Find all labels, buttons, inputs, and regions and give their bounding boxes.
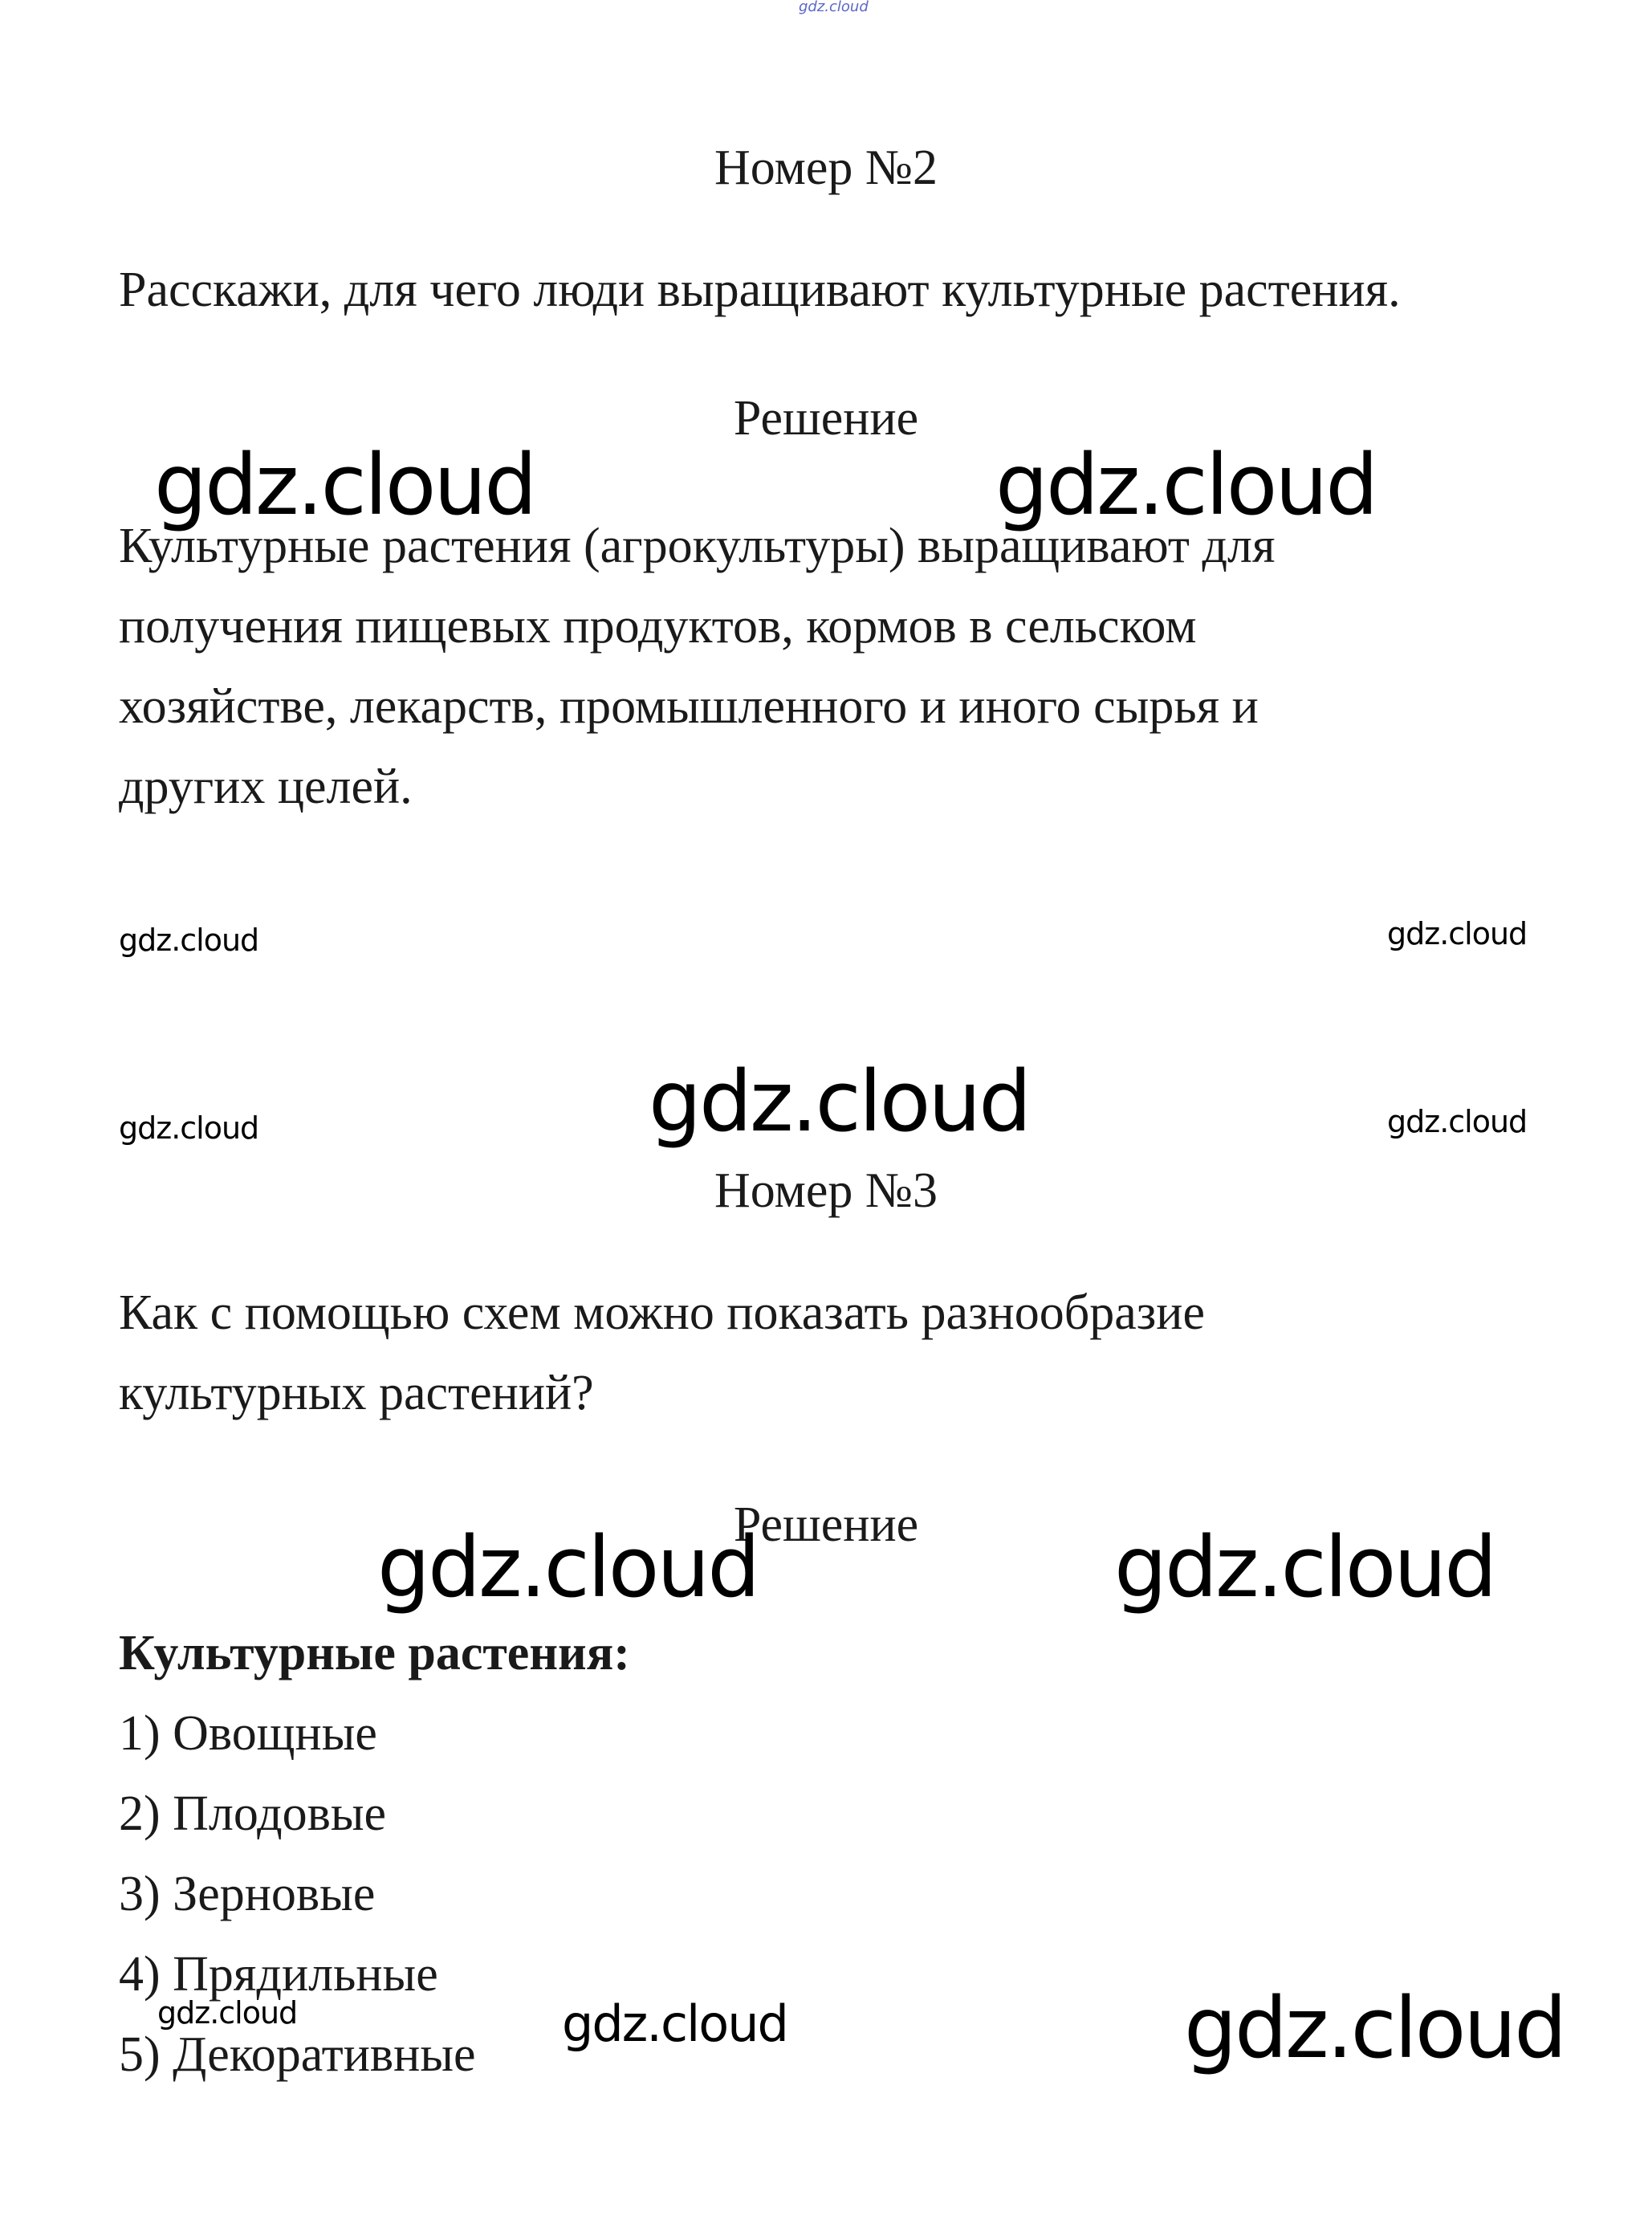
watermark: gdz.cloud (1114, 1518, 1495, 1616)
task3-list-item: 3) Зерновые (119, 1867, 376, 1921)
task3-list-item: 4) Прядильные (119, 1947, 438, 2002)
watermark: gdz.cloud (119, 1110, 259, 1146)
task2-answer-line: хозяйстве, лекарств, промышленного и иного сырья и (119, 679, 1259, 734)
task2-answer (119, 506, 1580, 827)
watermark: gdz.cloud (562, 1994, 787, 2053)
watermark: gdz.cloud (995, 436, 1377, 534)
task2-answer-line: Культурные растения (агрокультуры) выращивают для (119, 519, 1276, 573)
task3-list-item: 5) Декоративные (119, 2027, 476, 2082)
watermark: gdz.cloud (157, 1995, 298, 2031)
task3-list-item: 1) Овощные (119, 1706, 377, 1761)
task3-list-item: 2) Плодовые (119, 1786, 387, 1841)
task2-question: Расскажи, для чего люди выращивают культурные растения. (119, 263, 1401, 317)
task3-list-title: Культурные растения: (119, 1626, 630, 1680)
task3-question-line: Как с помощью схем можно показать разнообразие (119, 1285, 1205, 1340)
watermark: gdz.cloud (154, 436, 535, 534)
task2-answer-line: получения пищевых продуктов, кормов в сельском (119, 599, 1197, 654)
task2-answer-line: других целей. (119, 760, 413, 814)
task3-question (119, 1273, 1580, 1433)
task2-heading: Номер №2 (714, 141, 938, 195)
task2-solution-label: Решение (733, 391, 919, 446)
watermark: gdz.cloud (1387, 1104, 1528, 1139)
watermark: gdz.cloud (1184, 1979, 1565, 2077)
top-watermark: gdz.cloud (799, 0, 869, 15)
watermark: gdz.cloud (119, 923, 259, 958)
task3-solution-label: Решение (733, 1497, 919, 1552)
task3-heading: Номер №3 (714, 1163, 938, 1218)
watermark: gdz.cloud (377, 1518, 759, 1616)
watermark: gdz.cloud (649, 1053, 1030, 1151)
task3-question-line: культурных растений? (119, 1366, 594, 1420)
watermark: gdz.cloud (1387, 916, 1528, 951)
